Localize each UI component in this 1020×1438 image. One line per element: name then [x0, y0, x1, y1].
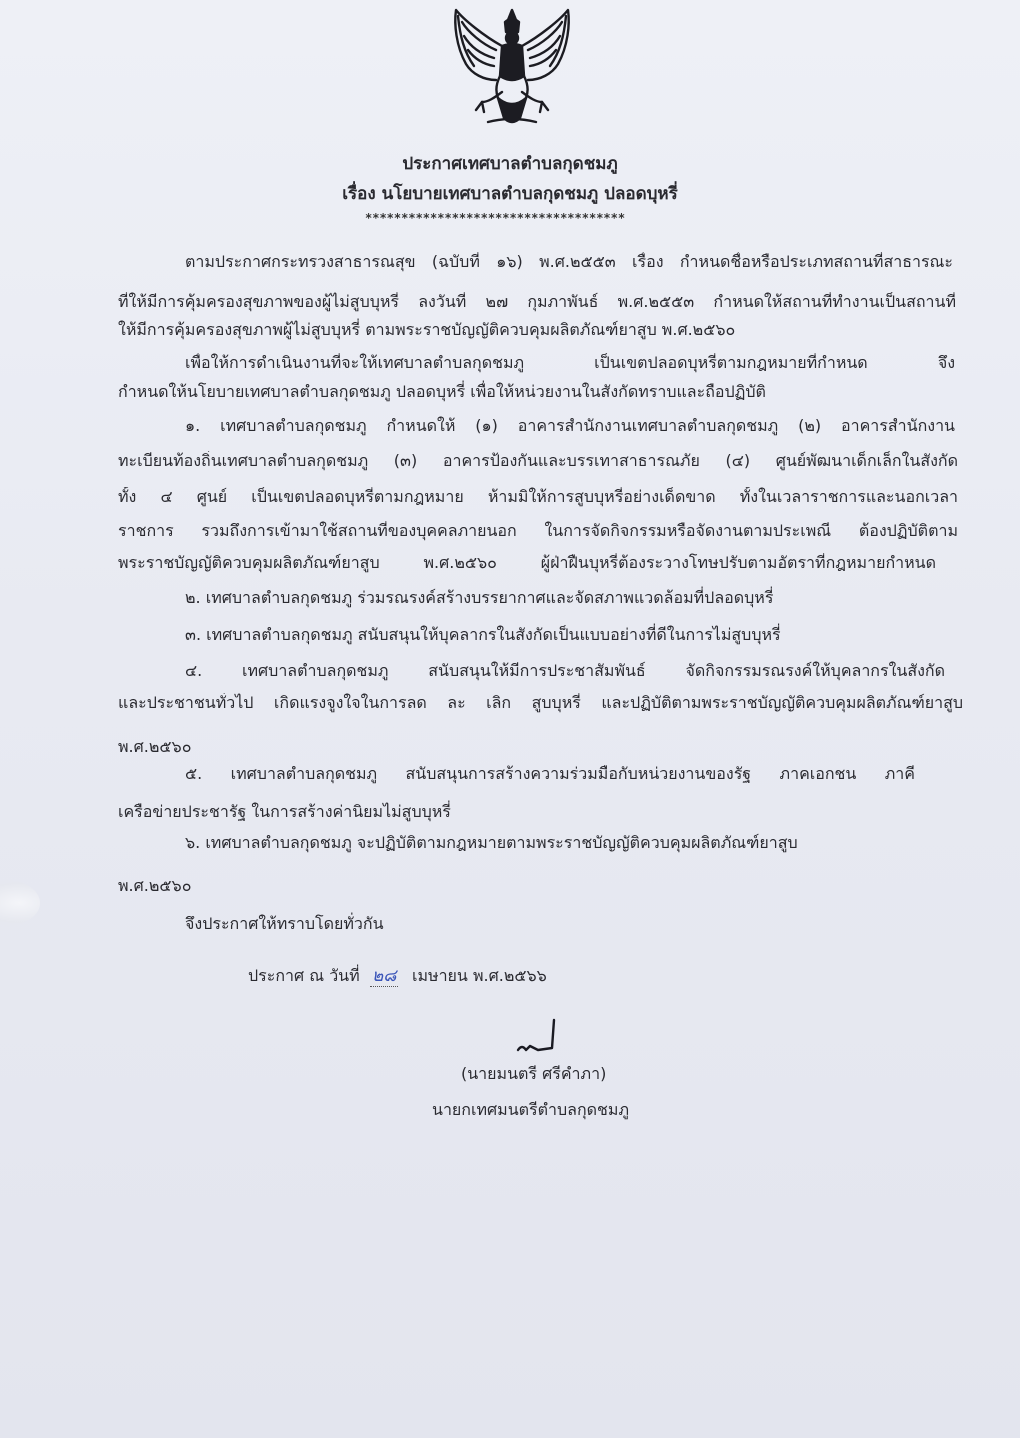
- date-prefix: ประกาศ ณ วันที่: [248, 966, 360, 985]
- date-suffix: เมษายน พ.ศ.๒๕๖๖: [412, 966, 547, 985]
- body-line: เพื่อให้การดำเนินงานที่จะให้เทศบาลตำบลกุดชมภู เป็นเขตปลอดบุหรี่ตามกฎหมายที่กำหนด จึง: [185, 353, 955, 372]
- signatory-position: นายกเทศมนตรีตำบลกุดชมภู: [432, 1100, 629, 1119]
- body-line: พระราชบัญญัติควบคุมผลิตภัณฑ์ยาสูบ พ.ศ.๒๕๖๐ ผู้ฝ่าฝืนบุหรี่ต้องระวางโทษปรับตามอัตราที่กฎหมายกำหนด: [118, 553, 936, 572]
- body-line: ๑. เทศบาลตำบลกุดชมภู กำหนดให้ (๑) อาคารสำนักงานเทศบาลตำบลกุดชมภู (๒) อาคารสำนักงาน: [185, 416, 955, 435]
- body-line: ทั้ง ๔ ศูนย์ เป็นเขตปลอดบุหรี่ตามกฎหมาย ห้ามมิให้การสูบบุหรี่อย่างเด็ดขาด ทั้งในเวลาราชการและนอกเวลา: [118, 487, 958, 506]
- document-org-title: ประกาศเทศบาลตำบลกุดชมภู: [402, 154, 618, 174]
- body-line: ๖. เทศบาลตำบลกุดชมภู จะปฏิบัติตามกฎหมายตามพระราชบัญญัติควบคุมผลิตภัณฑ์ยาสูบ: [185, 833, 798, 852]
- punch-hole-shadow: [0, 880, 40, 926]
- body-line: กำหนดให้นโยบายเทศบาลตำบลกุดชมภู ปลอดบุหรี่ เพื่อให้หน่วยงานในสังกัดทราบและถือปฏิบัติ: [118, 382, 766, 401]
- body-line: ๔. เทศบาลตำบลกุดชมภู สนับสนุนให้มีการประชาสัมพันธ์ จัดกิจกรรมรณรงค์ให้บุคลากรในสังกัด: [185, 661, 945, 680]
- body-line: ที่ให้มีการคุ้มครองสุขภาพของผู้ไม่สูบบุหรี่ ลงวันที่ ๒๗ กุมภาพันธ์ พ.ศ.๒๕๕๓ กำหนดให้สถานที่ทำงานเป็นสถานที่: [118, 292, 956, 311]
- body-line: ราชการ รวมถึงการเข้ามาใช้สถานที่ของบุคคลภายนอก ในการจัดกิจกรรมหรือจัดงานตามประเพณี ต้องปฏิบัติตาม: [118, 521, 958, 540]
- body-line: ๒. เทศบาลตำบลกุดชมภู ร่วมรณรงค์สร้างบรรยากาศและจัดสภาพแวดล้อมที่ปลอดบุหรี่: [185, 588, 774, 607]
- body-line: ๓. เทศบาลตำบลกุดชมภู สนับสนุนให้บุคลากรในสังกัดเป็นแบบอย่างที่ดีในการไม่สูบบุหรี่: [185, 625, 781, 644]
- garuda-emblem-icon: [444, 6, 580, 130]
- body-line: และประชาชนทั่วไป เกิดแรงจูงใจในการลด ละ เลิก สูบบุหรี่ และปฏิบัติตามพระราชบัญญัติควบคุมผลิตภัณฑ์ยาสูบ: [118, 693, 963, 712]
- signatory-name: (นายมนตรี ศรีคำภา): [461, 1064, 607, 1083]
- signature-mark: [508, 1010, 568, 1058]
- body-line: ๕. เทศบาลตำบลกุดชมภู สนับสนุนการสร้างความร่วมมือกับหน่วยงานของรัฐ ภาคเอกชน ภาคี: [185, 764, 915, 783]
- body-line: ให้มีการคุ้มครองสุขภาพผู้ไม่สูบบุหรี่ ตามพระราชบัญญัติควบคุมผลิตภัณฑ์ยาสูบ พ.ศ.๒๕๖๐: [118, 320, 736, 339]
- body-line: พ.ศ.๒๕๖๐: [118, 737, 192, 756]
- document-subject: เรื่อง นโยบายเทศบาลตำบลกุดชมภู ปลอดบุหรี่: [342, 184, 678, 204]
- date-day-handwritten: ๒๘: [372, 962, 396, 989]
- body-line: พ.ศ.๒๕๖๐: [118, 876, 192, 895]
- closing-announcement: จึงประกาศให้ทราบโดยทั่วกัน: [185, 914, 384, 933]
- body-line: เครือข่ายประชารัฐ ในการสร้างค่านิยมไม่สูบบุหรี่: [118, 802, 451, 821]
- body-line: ทะเบียนท้องถิ่นเทศบาลตำบลกุดชมภู (๓) อาคารป้องกันและบรรเทาสาธารณภัย (๔) ศูนย์พัฒนาเด็กเล็กในสังกัด: [118, 451, 958, 470]
- separator-line: ************************************: [365, 211, 626, 225]
- body-line: ตามประกาศกระทรวงสาธารณสุข (ฉบับที่ ๑๖) พ.ศ.๒๕๕๓ เรื่อง กำหนดชื่อหรือประเภทสถานที่สาธารณะ: [185, 252, 953, 271]
